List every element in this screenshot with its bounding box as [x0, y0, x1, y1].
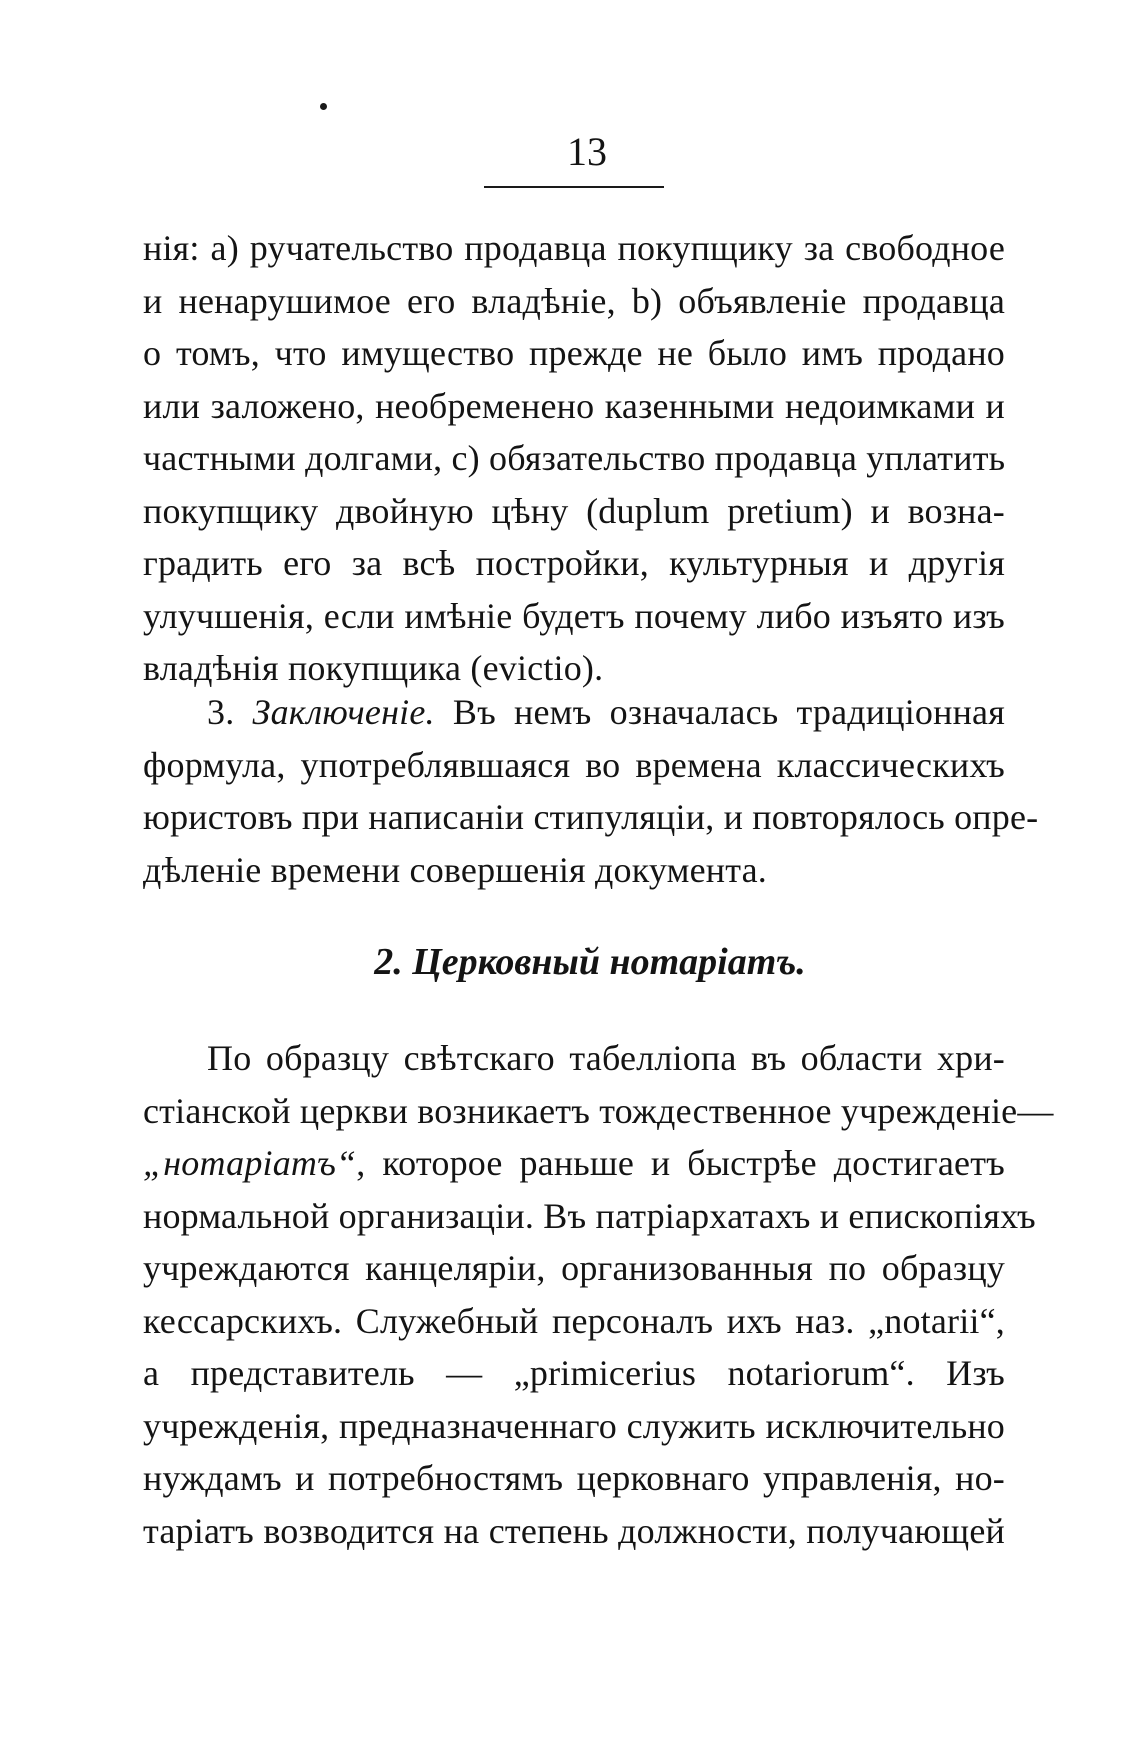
paragraph-church-notariate	[143, 1032, 1054, 1557]
text-line: градить его за всѣ постройки, культурныя и другія	[143, 543, 1005, 583]
text-line: нормальной организаціи. Въ патріархатахъ и епископіяхъ	[143, 1195, 1036, 1236]
text-line: улучшенія, если имѣніе будетъ почему либо изъято изъ	[143, 595, 1005, 636]
text-line: учрежденія, предназначеннаго служить исключительно	[143, 1405, 1005, 1446]
text-line: таріатъ возводится на степень должности, получающей	[143, 1510, 1005, 1551]
text-line: дѣленіе времени совершенія документа.	[143, 849, 767, 890]
text-line: владѣнія покупщика (evictio).	[143, 648, 604, 688]
text-line: о томъ, что имущество прежде не было имъ продано	[143, 333, 1005, 373]
section-heading: 2. Церковный нотаріатъ.	[374, 941, 806, 983]
text-line: формула, употреблявшаяся во времена классическихъ	[143, 744, 1005, 785]
text-line	[143, 1137, 1005, 1190]
page-number: 13	[567, 129, 607, 174]
text-line: покупщику двойную цѣну (duplum pretium) и возна-	[143, 490, 1005, 531]
italic-term: „нотаріатъ“	[143, 1143, 357, 1183]
text-line: и ненарушимое его владѣніе, b) объявленіе продавца	[143, 280, 1005, 321]
paragraph-conclusion	[143, 686, 1039, 896]
text-line: По образцу свѣтскаго табелліопа въ области хри-	[207, 1038, 1005, 1078]
item-number: 3.	[207, 692, 235, 732]
text-line: нія: а) ручательство продавца покупщику за свободное	[143, 228, 1005, 268]
text-line: а представитель — „primicerius notariorum“. Изъ	[143, 1353, 1005, 1393]
text-line: частными долгами, с) обязательство продавца уплатить	[143, 438, 1006, 478]
text-run: Въ немъ означалась традиціонная	[452, 692, 1005, 732]
text-line: юристовъ при написаніи стипуляціи, и повторялось опре-	[143, 797, 1039, 837]
text-line: стіанской церкви возникаетъ тождественное учрежденіе—	[143, 1090, 1054, 1131]
ink-speck	[320, 103, 327, 110]
text-line: учреждаются канцеляріи, организованныя по образцу	[143, 1248, 1005, 1288]
text-line: нуждамъ и потребностямъ церковнаго управленія, но-	[143, 1458, 1005, 1498]
italic-term: Заключеніе.	[252, 692, 435, 732]
text-run: , которое раньше и быстрѣе достигаетъ	[356, 1143, 1005, 1183]
text-line: или заложено, необременено казенными недоимками и	[143, 385, 1005, 426]
paragraph-sale-guarantees	[143, 222, 1005, 695]
page-number-rule	[484, 186, 664, 188]
text-line	[143, 686, 1005, 739]
text-line: кессарскихъ. Служебный персоналъ ихъ наз. „notarii“,	[143, 1300, 1005, 1341]
